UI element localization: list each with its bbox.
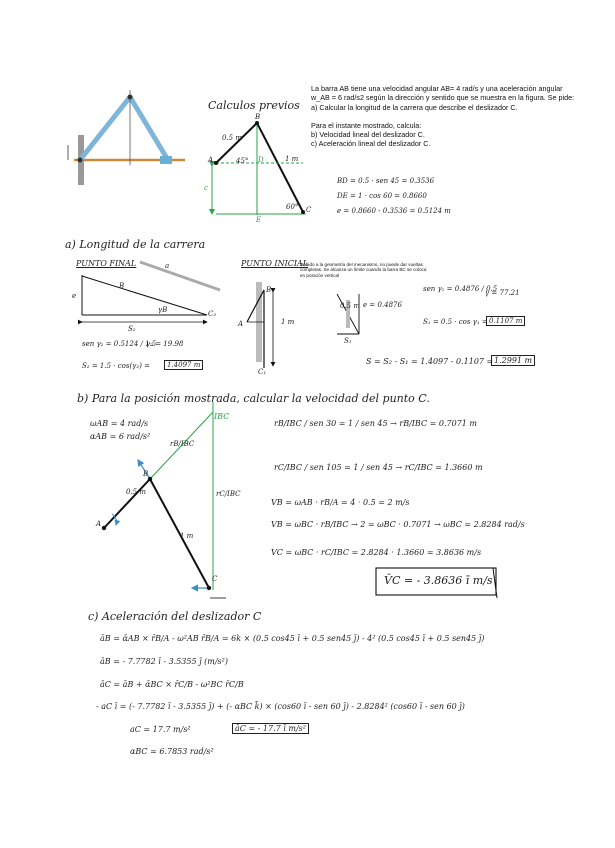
- final-e: e: [72, 292, 77, 300]
- final-sin-eq: sen γ₂ = 0.5124 / 1.5: [82, 340, 157, 348]
- alpha-ab: αAB = 6 rad/s²: [90, 432, 151, 441]
- label-d: D: [258, 156, 264, 164]
- initial-point-title: PUNTO INICIAL: [241, 259, 309, 268]
- problem-line: a) Calcular la longitud de la carrera que describe el deslizador C.: [311, 102, 518, 112]
- vel-eq2: rC/IBC / sen 105 = 1 / sen 45 → rC/IBC = 1.3660 m: [274, 463, 483, 472]
- label-45: 45°: [236, 157, 249, 165]
- part-a-title: a) Longitud de la carrera: [65, 238, 206, 251]
- problem-line: Para el instante mostrado, calcula:: [311, 120, 422, 130]
- final-b: B: [119, 282, 125, 290]
- vel-eq1: rB/IBC / sen 30 = 1 / sen 45 → rB/IBC = 0.7071 m: [274, 419, 477, 428]
- initial-gamma: γ = 77.21: [485, 289, 520, 297]
- initial-c1: C₁: [258, 368, 267, 376]
- part-b-title: b) Para la posición mostrada, calcular la velocidad del punto C.: [77, 392, 430, 405]
- vel-wbc: VB = ωBC · rB/IBC → 2 = ωBC · 0.7071 → ωBC = 2.8284 rad/s: [271, 520, 525, 529]
- initial-a: A: [238, 320, 244, 328]
- initial-s1: S₁: [344, 337, 352, 345]
- stroke-total-eq: S = S₂ - S₁ = 1.4097 - 0.1107 =: [366, 357, 494, 366]
- vel-a-label: A: [96, 520, 102, 528]
- initial-s1-eq: S₁ = 0.5 · cos γ₁ =: [423, 318, 488, 326]
- initial-s1-answer: 0.1107 m: [486, 316, 525, 326]
- final-s2: S₂: [128, 325, 136, 333]
- part-c-title: c) Aceleración del deslizador C: [88, 610, 262, 623]
- initial-b: B: [266, 286, 272, 294]
- final-c2: C₂: [208, 310, 217, 318]
- final-s2-answer: 1.4097 m: [164, 360, 203, 370]
- problem-statement: [311, 84, 574, 149]
- label-r05: 0.5 m: [222, 134, 242, 142]
- acc-line-5: aC = 17.7 m/s²: [130, 725, 191, 734]
- label-c: C: [306, 206, 312, 214]
- vel-b-label: B: [143, 470, 149, 478]
- prev-bd: BD = 0.5 · sen 45 = 0.3536: [337, 177, 435, 185]
- initial-point-figure: [247, 282, 359, 368]
- final-point-figure: [82, 262, 220, 322]
- label-b: B: [255, 113, 261, 121]
- problem-line: b) Velocidad lineal del deslizador C.: [311, 130, 425, 140]
- final-gamma-value: γ₂ = 19.98: [146, 340, 184, 348]
- ibc-label: IBC: [214, 412, 230, 421]
- vel-c-label: C: [212, 575, 218, 583]
- rc-ibc-label: rC/IBC: [216, 490, 241, 498]
- label-c-dim: c: [204, 184, 208, 192]
- label-60: 60°: [286, 203, 299, 211]
- acc-line-3: āC = āB + ᾱBC × r̄C/B - ω²BC r̄C/B: [100, 680, 244, 689]
- vc-answer: V̄C = - 3.8636 ī m/s: [384, 574, 493, 587]
- rb-ibc-label: rB/IBC: [170, 440, 195, 448]
- initial-r1: 1 m: [281, 318, 295, 326]
- initial-e: e = 0.4876: [363, 301, 402, 309]
- problem-figure: [68, 90, 185, 185]
- acc-line-4: - aC ī = (- 7.7782 ī - 3.5355 j̄) + (- αBC k̄) × (cos60 ī - sen 60 j̄) - 2.8284² (cos60 ī - sen 60 j̄): [96, 702, 465, 711]
- final-a: a: [165, 262, 170, 270]
- vel-r05: 0.5 m: [126, 488, 146, 496]
- label-a: A: [208, 156, 214, 164]
- final-point-title: PUNTO FINAL: [76, 259, 137, 268]
- vel-vb: VB = ωAB · rB/A = 4 · 0.5 = 2 m/s: [271, 498, 410, 507]
- calc-title: Calculos previos: [208, 99, 300, 112]
- note-line: completas. Se alcanza un límite cuando la barra BC se coloca: [300, 267, 427, 273]
- acc-line-2: āB = - 7.7782 ī - 3.5355 j̄ (m/s²): [100, 657, 228, 666]
- acc-line-6: αBC = 6.7853 rad/s²: [130, 747, 214, 756]
- omega-ab: ωAB = 4 rad/s: [90, 419, 149, 428]
- final-s2-eq: S₂ = 1.5 · cos(γ₂) =: [82, 362, 150, 370]
- prev-de: DE = 1 · cos 60 = 0.8660: [337, 192, 427, 200]
- acc-answer: āC = - 17.7 ī m/s²: [232, 723, 309, 734]
- vel-r1: 1 m: [180, 532, 194, 540]
- note-line: Debido a la geometría del mecanismo, no puede dar vueltas: [300, 262, 423, 267]
- stroke-total-answer: 1.2991 m: [491, 355, 535, 366]
- problem-line: w_AB = 6 rad/s2 según la dirección y sentido que se muestra en la figura. Se pide:: [311, 93, 575, 103]
- label-r1: 1 m: [285, 155, 299, 163]
- problem-line: c) Aceleración lineal del deslizador C.: [311, 139, 431, 149]
- prev-e: e = 0.8660 - 0.3536 = 0.5124 m: [337, 207, 451, 215]
- initial-r05: 0.5 m: [340, 302, 360, 310]
- note-line: en posición vertical: [300, 272, 340, 278]
- problem-line: La barra AB tiene una velocidad angular AB= 4 rad/s y una aceleración angular: [311, 84, 563, 93]
- vel-vc: VC = ωBC · rC/IBC = 2.8284 · 1.3660 = 3.8636 m/s: [271, 548, 482, 557]
- final-gamma: γB: [158, 306, 168, 314]
- acc-line-1: āB = ᾱAB × r̄B/A - ω²AB r̄B/A = 6k × (0.5 cos45 ī + 0.5 sen45 j̄) - 4² (0.5 cos45 ī + 0.5 sen45 j̄): [100, 634, 485, 643]
- initial-sin-eq: sen γ₁ = 0.4876 / 0.5: [423, 285, 498, 293]
- initial-point-note: [300, 262, 426, 278]
- label-e: E: [256, 216, 262, 224]
